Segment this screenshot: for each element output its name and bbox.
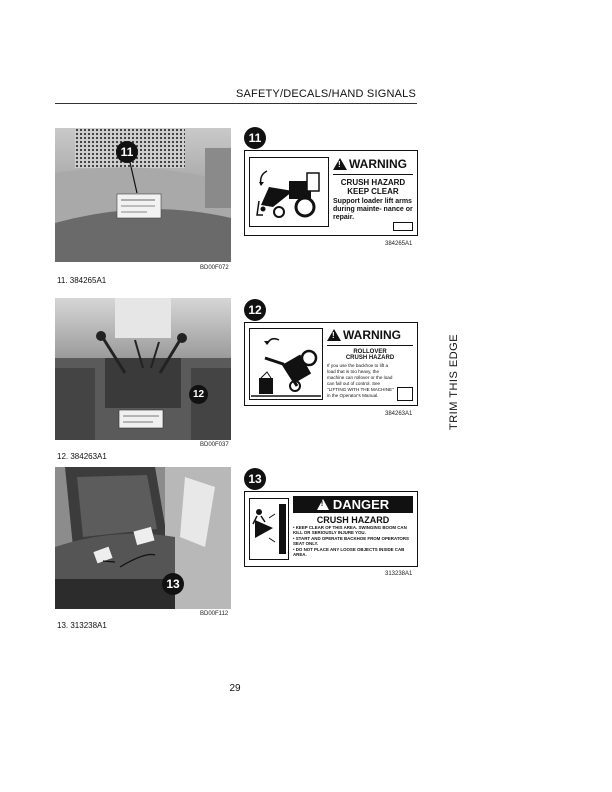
- decal-number-13: 13: [244, 468, 266, 490]
- decal-number-11: 11: [244, 127, 266, 149]
- decal-code-13: 313238A1: [385, 571, 413, 577]
- decal-code-12: 384263A1: [385, 411, 413, 417]
- decal-line-13-1: • KEEP CLEAR OF THIS AREA. SWINGING BOOM CAN KILL OR SERIOUSLY INJURE YOU.: [293, 525, 407, 536]
- photo-code-13: BD00F112: [200, 611, 229, 617]
- photo-12-illustration: [55, 298, 231, 440]
- decal-line-13-3: • DO NOT PLACE ANY LOOSE OBJECTS INSIDE CAB AREA.: [293, 546, 405, 558]
- page-number: 29: [229, 683, 241, 694]
- decal-body-11: Support loader lift arms during mainte- nance or repair.: [333, 198, 413, 221]
- hazard-13: CRUSH HAZARD: [316, 515, 390, 525]
- decal-13: [244, 491, 418, 567]
- warning-header-11: [333, 157, 413, 171]
- photo-code-12: BD00F037: [200, 442, 229, 448]
- signal-word-13: DANGER: [332, 497, 390, 512]
- signal-word-12: WARNING: [343, 328, 401, 342]
- crush-pictogram: [249, 498, 289, 560]
- photo-13-illustration: [55, 467, 231, 609]
- header-rule: [55, 103, 417, 104]
- hazard-12: ROLLOVER: [353, 349, 387, 355]
- alert-triangle-icon: !: [317, 499, 329, 510]
- photo-item-13: [55, 467, 231, 609]
- caption-12: 12. 384263A1: [57, 452, 107, 461]
- alert-triangle-icon: !: [333, 158, 347, 170]
- page-header-title: SAFETY/DECALS/HAND SIGNALS: [235, 88, 416, 100]
- hazard2-11: KEEP CLEAR: [347, 187, 399, 196]
- warning-header-12: [327, 328, 413, 342]
- rollover-pictogram: [249, 328, 323, 400]
- callout-number-13: 13: [162, 573, 184, 595]
- photo-11-illustration: [55, 128, 231, 262]
- hazard2-12: CRUSH HAZARD: [345, 355, 395, 361]
- signal-word-11: WARNING: [349, 157, 407, 171]
- alert-triangle-icon: !: [327, 329, 341, 341]
- decal-body-12: If you use the backhoe to lift a load that is too heavy, the machine can rollover or the load can fall out of control. See "LIFTING WITH THE MACHINE" in the Operator's Manual.: [327, 363, 394, 398]
- decal-code-11: 384265A1: [385, 241, 413, 247]
- manual-book-icon: [393, 222, 413, 231]
- decal-12: [244, 322, 418, 406]
- photo-item-11: [55, 128, 231, 262]
- crush-loader-pictogram: [249, 157, 329, 227]
- photo-item-12: [55, 298, 231, 440]
- caption-11: 11. 384265A1: [57, 276, 107, 285]
- photo-code-11: BD00F072: [200, 265, 229, 271]
- callout-number-12: 12: [189, 385, 208, 404]
- hazard-11: CRUSH HAZARD: [340, 178, 406, 187]
- trim-edge-note: TRIM THIS EDGE: [448, 333, 460, 430]
- danger-header-13: [293, 496, 413, 513]
- decal-11: [244, 150, 418, 236]
- caption-13: 13. 313238A1: [57, 621, 107, 630]
- manual-book-icon: [397, 387, 413, 401]
- callout-number-11: 11: [116, 141, 138, 163]
- decal-number-12: 12: [244, 299, 266, 321]
- decal-line-13-2: • START AND OPERATE BACKHOE FROM OPERATORS SEAT ONLY.: [293, 535, 409, 547]
